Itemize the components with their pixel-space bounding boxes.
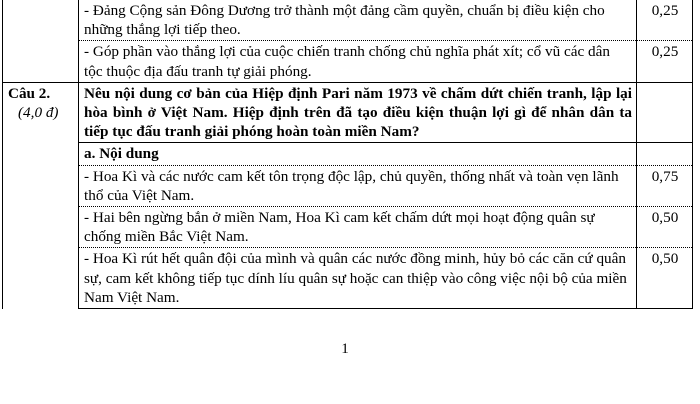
answer-text: - Góp phần vào thắng lợi của cuộc chiến tranh chống chủ nghĩa phát xít; cổ vũ các dân tộc thuộc địa đấu tranh tự giải phóng.	[79, 41, 637, 82]
score-cell: 0,25	[637, 41, 693, 82]
section-heading-row	[3, 143, 693, 165]
section-heading: a. Nội dung	[79, 143, 637, 165]
score-cell: 0,25	[637, 0, 693, 41]
question-cell-empty	[3, 0, 79, 41]
answer-text: - Hoa Kì rút hết quân đội của mình và quân các nước đồng minh, hủy bỏ các căn cứ quân sự, cam kết không tiếp tục dính líu quân sự hoặc can thiệp vào công việc nội bộ của miền Nam Việt Nam.	[79, 248, 637, 309]
score-cell-empty	[637, 82, 693, 143]
question-points: (4,0 đ)	[18, 104, 59, 122]
answer-text: - Hai bên ngừng bắn ở miền Nam, Hoa Kì cam kết chấm dứt mọi hoạt động quân sự chống miền Bắc Việt Nam.	[79, 207, 637, 248]
page-number: 1	[341, 341, 349, 357]
score-cell-empty	[637, 143, 693, 165]
answer-row	[3, 0, 693, 41]
score-cell: 0,75	[637, 165, 693, 206]
answer-text: - Đảng Cộng sản Đông Dương trở thành một đảng cầm quyền, chuẩn bị điều kiện cho những thắng lợi tiếp theo.	[79, 0, 637, 41]
question-number: Câu 2.	[8, 84, 51, 102]
question-cell-empty	[3, 41, 79, 82]
answer-row	[3, 41, 693, 82]
question-label-cell	[3, 82, 79, 308]
answer-row	[3, 165, 693, 206]
score-cell: 0,50	[637, 207, 693, 248]
question-text: Nêu nội dung cơ bản của Hiệp định Pari năm 1973 về chấm dứt chiến tranh, lập lại hòa bình ở Việt Nam. Hiệp định trên đã tạo điều kiện thuận lợi gì để nhân dân ta tiếp tục đấu tranh giải phóng hoàn toàn miền Nam?	[79, 82, 637, 143]
answer-row	[3, 248, 693, 309]
question-row	[3, 82, 693, 143]
answer-row	[3, 207, 693, 248]
score-cell: 0,50	[637, 248, 693, 309]
answer-key-table	[2, 0, 693, 309]
answer-text: - Hoa Kì và các nước cam kết tôn trọng độc lập, chủ quyền, thống nhất và toàn vẹn lãnh thổ của Việt Nam.	[79, 165, 637, 206]
